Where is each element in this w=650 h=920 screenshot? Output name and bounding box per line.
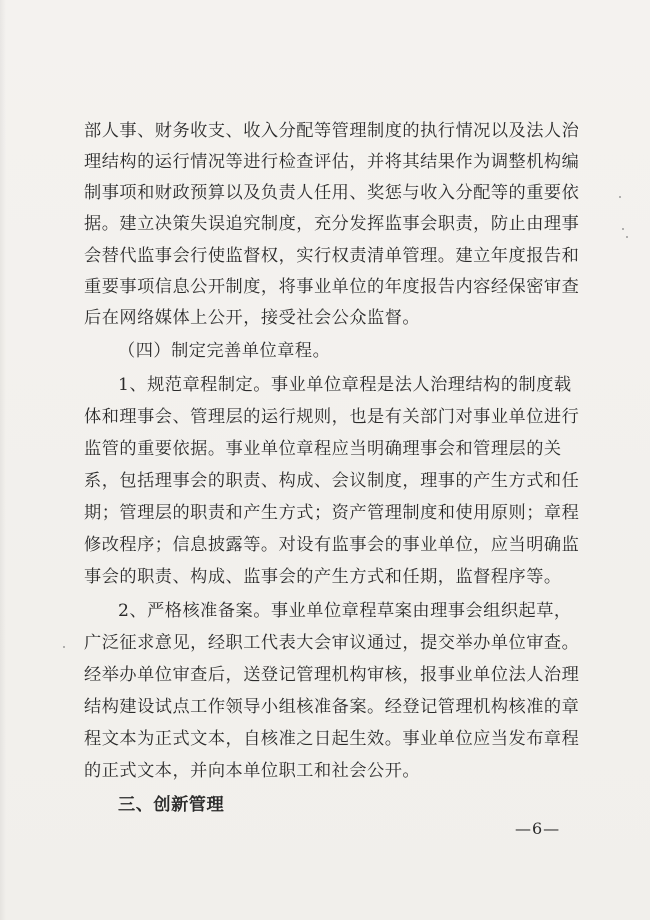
scan-speck xyxy=(63,646,65,648)
body-line-3: 制事项和财政预算以及负责人任用、奖惩与收入分配等的重要依 xyxy=(84,183,580,203)
body-line-13: 期；管理层的职责和产生方式；资产管理制度和使用原则；章程 xyxy=(84,503,580,523)
body-line-4: 据。建立决策失误追究制度，充分发挥监事会职责，防止由理事 xyxy=(84,214,580,234)
body-line-9: 1、规范章程制定。事业单位章程是法人治理结构的制度载 xyxy=(118,375,572,395)
body-line-6: 重要事项信息公开制度，将事业单位的年度报告内容经保密审查 xyxy=(84,277,580,297)
scan-speck xyxy=(619,196,621,198)
body-line-21: 的正式文本，并向本单位职工和社会公开。 xyxy=(84,761,421,781)
body-line-14: 修改程序；信息披露等。对设有监事会的事业单位，应当明确监 xyxy=(84,535,580,555)
scan-speck xyxy=(622,228,624,230)
subsection-heading: （四）制定完善单位章程。 xyxy=(118,341,331,361)
body-line-16: 2、严格核准备案。事业单位章程草案由理事会组织起草， xyxy=(118,601,572,621)
body-line-19: 结构建设试点工作领导小组核准备案。经登记管理机构核准的章 xyxy=(84,697,580,717)
body-line-11: 监管的重要依据。事业单位章程应当明确理事会和管理层的关 xyxy=(84,439,562,459)
body-line-1: 部人事、财务收支、收入分配等管理制度的执行情况以及法人治 xyxy=(84,121,580,141)
body-line-12: 系，包括理事会的职责、构成、会议制度，理事的产生方式和任 xyxy=(84,471,580,491)
scan-speck xyxy=(626,236,628,238)
body-line-2: 理结构的运行情况等进行检查评估，并将其结果作为调整机构编 xyxy=(84,152,580,172)
page-number: —6— xyxy=(515,819,561,838)
body-line-20: 程文本为正式文本，自核准之日起生效。事业单位应当发布章程 xyxy=(84,729,580,749)
section-heading: 三、创新管理 xyxy=(118,795,225,815)
body-line-5: 会替代监事会行使监督权，实行权责清单管理。建立年度报告和 xyxy=(84,246,580,266)
body-line-7: 后在网络媒体上公开，接受社会公众监督。 xyxy=(84,308,421,328)
body-line-18: 经举办单位审查后，送登记管理机构审核，报事业单位法人治理 xyxy=(84,665,580,685)
body-line-15: 事会的职责、构成、监事会的产生方式和任期，监督程序等。 xyxy=(84,567,562,587)
scan-edge-shadow xyxy=(0,0,6,920)
body-line-17: 广泛征求意见，经职工代表大会审议通过，提交举办单位审查。 xyxy=(84,633,580,653)
body-line-10: 体和理事会、管理层的运行规则，也是有关部门对事业单位进行 xyxy=(84,407,580,427)
